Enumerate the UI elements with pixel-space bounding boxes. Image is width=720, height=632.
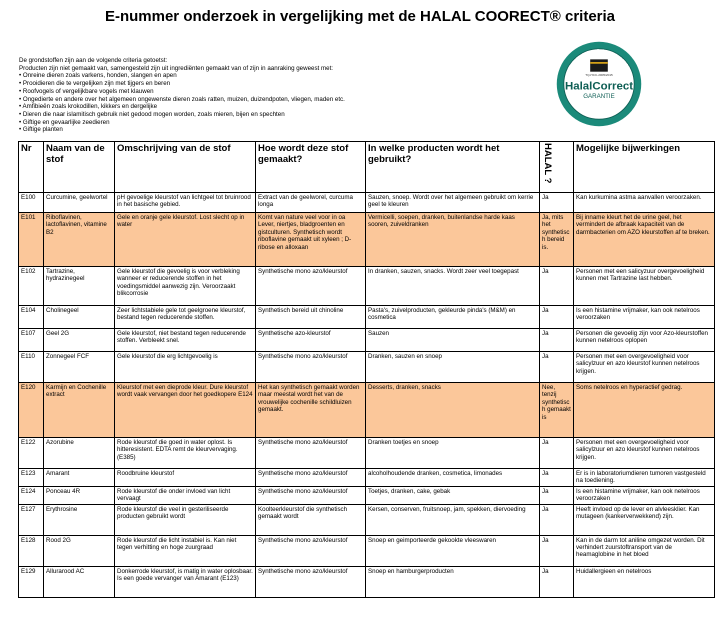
cell-omschrijving: Gele en oranje gele kleurstof. Lost slecht op in water: [115, 213, 256, 267]
cell-bijwerkingen: Huidallergieen en netelroos: [574, 566, 715, 597]
cell-naam: Geel 2G: [44, 329, 115, 352]
cell-bijwerkingen: Kan in de darm tot aniline omgezet worden. Dit verhindert zuurstoftransport van de heamaglobine in het bloed: [574, 535, 715, 566]
cell-naam: Zonnegeel FCF: [44, 352, 115, 383]
cell-bijwerkingen: Personen met een overgevoeligheid voor salicylzuur en azo kleurstof kunnen netelroos krijgen.: [574, 438, 715, 469]
cell-naam: Ponceau 4R: [44, 486, 115, 504]
cell-bijwerkingen: Personen die gevoelig zijn voor Azo-kleurstoffen kunnen netelroos oplopen: [574, 329, 715, 352]
table-row: [19, 486, 715, 504]
cell-bijwerkingen: Personen met een overgevoeligheid voor salicylzuur en azo kleurstof kunnen netelroos krijgen.: [574, 352, 715, 383]
cell-nr: E128: [19, 535, 44, 566]
cell-gemaakt: Synthetische mono azo/kleurstof: [256, 535, 366, 566]
cell-omschrijving: Zeer lichtstabiele gele tot geelgroene kleurstof, bestand tegen reducerende stoffen.: [115, 306, 256, 329]
cell-omschrijving: Roodbruine kleurstof: [115, 469, 256, 487]
cell-nr: E123: [19, 469, 44, 487]
criteria-line: • Dieren die naar islamitisch gebruik niet gedood mogen worden, zoals mieren, bijen en spechten: [19, 110, 285, 118]
cell-naam: Riboflavinen, lactoflavinen, vitamine B2: [44, 213, 115, 267]
cell-halal: Ja: [540, 306, 574, 329]
cell-naam: Azorubine: [44, 438, 115, 469]
table-row: [19, 469, 715, 487]
cell-gemaakt: Koolteerkleurstof die synthetisch gemaakt wordt: [256, 504, 366, 535]
cell-bijwerkingen: Kan kurkumina astma aanvallen veroorzaken.: [574, 193, 715, 213]
table-row: [19, 535, 715, 566]
cell-omschrijving: Kleurstof met een dieprode kleur. Dure kleurstof wordt vaak vervangen door het goedkopere E124: [115, 383, 256, 438]
cell-naam: Amarant: [44, 469, 115, 487]
cell-bijwerkingen: Er is in laboratoriumdieren tumoren vastgesteld na toediening.: [574, 469, 715, 487]
criteria-line: Producten zijn niet gemaakt van, samengesteld zijn uit ingrediënten gemaakt van of zijn in aanraking geweest met:: [19, 64, 334, 72]
criteria-line: • Amfibieën zoals krokodillen, kikkers en dergelijke: [19, 103, 158, 111]
cell-producten: Pasta's, zuivelproducten, gekleurde pinda's (M&M) en cosmetica: [366, 306, 540, 329]
cell-halal: Ja: [540, 504, 574, 535]
cell-producten: Dranken toetjes en snoep: [366, 438, 540, 469]
cell-omschrijving: Donkerrode kleurstof, is matig in water oplosbaar. Is een goede vervanger van Amarant (E123): [115, 566, 256, 597]
table-row: [19, 383, 715, 438]
table-row: [19, 504, 715, 535]
criteria-line: • Prooidieren die te vergelijken zijn met tijgers en beren: [19, 80, 171, 88]
cell-gemaakt: Synthetische mono azo/kleurstof: [256, 438, 366, 469]
cell-omschrijving: Rode kleurstof die onder invloed van licht vervaagt: [115, 486, 256, 504]
col-header-halal: HALAL ?: [540, 142, 574, 193]
cell-nr: E124: [19, 486, 44, 504]
cell-producten: Vermicelli, soepen, dranken, buitenlandse harde kaas sooren, zuiveldranken: [366, 213, 540, 267]
logo-arc-top-text: TOTAL QUALITY: [567, 49, 631, 73]
cell-omschrijving: Rode kleurstof die goed in water oplost. Is hitteresistent. EDTA remt de kleurvervaging. (E385): [115, 438, 256, 469]
cell-naam: Karmijn en Cochenille extract: [44, 383, 115, 438]
cell-naam: Curcumine, geelwortel: [44, 193, 115, 213]
cell-nr: E110: [19, 352, 44, 383]
cell-halal: Ja: [540, 329, 574, 352]
criteria-line: • Giftige en gevaarlijke zeedieren: [19, 118, 110, 126]
table-row: [19, 329, 715, 352]
cell-halal: Ja: [540, 193, 574, 213]
cell-halal: Ja: [540, 535, 574, 566]
criteria-line: • Roofvogels of vergelijkbare vogels met klauwen: [19, 87, 154, 95]
cell-bijwerkingen: Soms netelroos en hyperactief gedrag.: [574, 383, 715, 438]
cell-gemaakt: Synthetische mono azo/kleurstof: [256, 352, 366, 383]
cell-naam: Tartrazine, hydrazinegeel: [44, 267, 115, 306]
halal-correct-logo: [555, 40, 643, 128]
cell-producten: Dranken, sauzen en snoep: [366, 352, 540, 383]
cell-bijwerkingen: Heeft invloed op de lever en alvleesklier. Kan mutageen (kankerverwekkend) zijn.: [574, 504, 715, 535]
table-row: [19, 352, 715, 383]
cell-nr: E129: [19, 566, 44, 597]
cell-gemaakt: Extract van de geelworel, curcuma longa: [256, 193, 366, 213]
cell-nr: E100: [19, 193, 44, 213]
table-row: [19, 267, 715, 306]
cell-halal: Ja, mits het synthetisc h bereid is.: [540, 213, 574, 267]
cell-producten: Snoep en hamburgerproducten: [366, 566, 540, 597]
cell-producten: Desserts, dranken, snacks: [366, 383, 540, 438]
cell-producten: alcoholhoudende dranken, cosmetica, limonades: [366, 469, 540, 487]
cell-halal: Ja: [540, 469, 574, 487]
cell-nr: E104: [19, 306, 44, 329]
criteria-line: • Ongedierte en andere over het algemeen ongewenste dieren zoals ratten, muizen, duizendpoten, vliegen, maden etc.: [19, 95, 345, 103]
table-row: [19, 193, 715, 213]
cell-gemaakt: Synthetische azo-kleurstof: [256, 329, 366, 352]
cell-bijwerkingen: Bij inname kleurt het de urine geel, het vermindert de afbraak kapaciteit van de darmbacterien om AZO kleurstoffen af te breken.: [574, 213, 715, 267]
col-header-naam: Naam van de stof: [44, 142, 115, 193]
col-header-gemaakt: Hoe wordt deze stof gemaakt?: [256, 142, 366, 193]
page-title: E-nummer onderzoek in vergelijking met de HALAL COORECT® criteria: [104, 8, 616, 25]
cell-naam: Cholinegeel: [44, 306, 115, 329]
cell-nr: E102: [19, 267, 44, 306]
logo-brand-text: HalalCorrect: [564, 80, 634, 93]
table-row: [19, 213, 715, 267]
criteria-line: • Giftige planten: [19, 126, 63, 134]
cell-producten: Kersen, conserven, fruitsnoep, jam, spekken, diervoeding: [366, 504, 540, 535]
cell-gemaakt: Komt van nature veel voor in oa Lever, niertjes, bladgroenten en gistculturen. Synthetisch wordt riboflavine gemaakt uit xyleen ; D-ribose en alloxaan: [256, 213, 366, 267]
cell-producten: Snoep en geimporteerde gekookte vleeswaren: [366, 535, 540, 566]
cell-producten: Sauzen: [366, 329, 540, 352]
cell-bijwerkingen: Personen met een salicyzuur overgevoeligheid kunnen met Tartrazine last hebben.: [574, 267, 715, 306]
cell-nr: E107: [19, 329, 44, 352]
table-row: [19, 306, 715, 329]
cell-omschrijving: Gele kleurstof, niet bestand tegen reducerende stoffen. Verbleekt snel.: [115, 329, 256, 352]
cell-omschrijving: Gele kleurstof die gevoelig is voor verbleking wanneer er reducerende stoffen in het voedingsmiddel aanwezig zijn. Veroorzaakt blikcorrosie: [115, 267, 256, 306]
cell-bijwerkingen: Is een histamine vrijmaker, kan ook netelroos veroorzaken: [574, 486, 715, 504]
cell-halal: Ja: [540, 267, 574, 306]
cell-nr: E122: [19, 438, 44, 469]
cell-omschrijving: Rode kleurstof die licht instabiel is. Kan niet tegen verhitting en hoge zuurgraad: [115, 535, 256, 566]
cell-halal: Ja: [540, 352, 574, 383]
cell-gemaakt: Synthetische mono azo/kleurstof: [256, 486, 366, 504]
logo-small-text: TQ-HCC-2005/2015: [585, 73, 613, 78]
cell-halal: Ja: [540, 566, 574, 597]
col-header-bijwerkingen: Mogelijke bijwerkingen: [574, 142, 715, 193]
cell-producten: Sauzen, snoep. Wordt over het algemeen gebruikt om kerrie geel te kleuren: [366, 193, 540, 213]
cell-gemaakt: Synthetische mono azo/kleurstof: [256, 566, 366, 597]
col-header-omschrijving: Omschrijving van de stof: [115, 142, 256, 193]
table-row: [19, 566, 715, 597]
logo-garantie-text: GARANTIE: [583, 93, 615, 101]
cell-producten: In dranken, sauzen, snacks. Wordt zeer veel toegepast: [366, 267, 540, 306]
logo-arc-bottom-text: CERTIFICATION: [572, 101, 626, 120]
col-header-producten: In welke producten wordt het gebruikt?: [366, 142, 540, 193]
cell-halal: Nee, tenzij synthetisc h gemaakt is: [540, 383, 574, 438]
cell-naam: Erythrosine: [44, 504, 115, 535]
table-header-row: [19, 142, 715, 193]
criteria-line: • Onreine dieren zoals varkens, honden, slangen en apen: [19, 72, 177, 80]
cell-halal: Ja: [540, 438, 574, 469]
cell-omschrijving: Gele kleurstof die erg lichtgevoelig is: [115, 352, 256, 383]
cell-omschrijving: pH gevoelige kleurstof van lichtgeel tot bruinrood in het basische gebied.: [115, 193, 256, 213]
kaaba-icon: [590, 59, 608, 71]
cell-nr: E127: [19, 504, 44, 535]
cell-gemaakt: Synthetische mono azo/kleurstof: [256, 469, 366, 487]
cell-gemaakt: Synthetisch bereid uit chinoline: [256, 306, 366, 329]
col-header-nr: Nr: [19, 142, 44, 193]
cell-halal: Ja: [540, 486, 574, 504]
cell-nr: E120: [19, 383, 44, 438]
cell-nr: E101: [19, 213, 44, 267]
cell-naam: Rood 2G: [44, 535, 115, 566]
criteria-list: [19, 57, 539, 134]
cell-naam: Allurarood AC: [44, 566, 115, 597]
table-row: [19, 438, 715, 469]
cell-producten: Toetjes, dranken, cake, gebak: [366, 486, 540, 504]
criteria-line: De grondstoffen zijn aan de volgende criteria getoetst:: [19, 57, 168, 64]
cell-omschrijving: Rode kleurstof die veel in gesteriliseerde producten gebruikt wordt: [115, 504, 256, 535]
cell-gemaakt: Synthetische mono azo/kleurstof: [256, 267, 366, 306]
cell-gemaakt: Het kan synthetisch gemaakt worden maar meestal wordt het van de vrouwelijke cochenille schildluizen gemaakt.: [256, 383, 366, 438]
e-number-table: [18, 141, 715, 598]
cell-bijwerkingen: Is een histamine vrijmaker, kan ook netelroos veroorzaken: [574, 306, 715, 329]
